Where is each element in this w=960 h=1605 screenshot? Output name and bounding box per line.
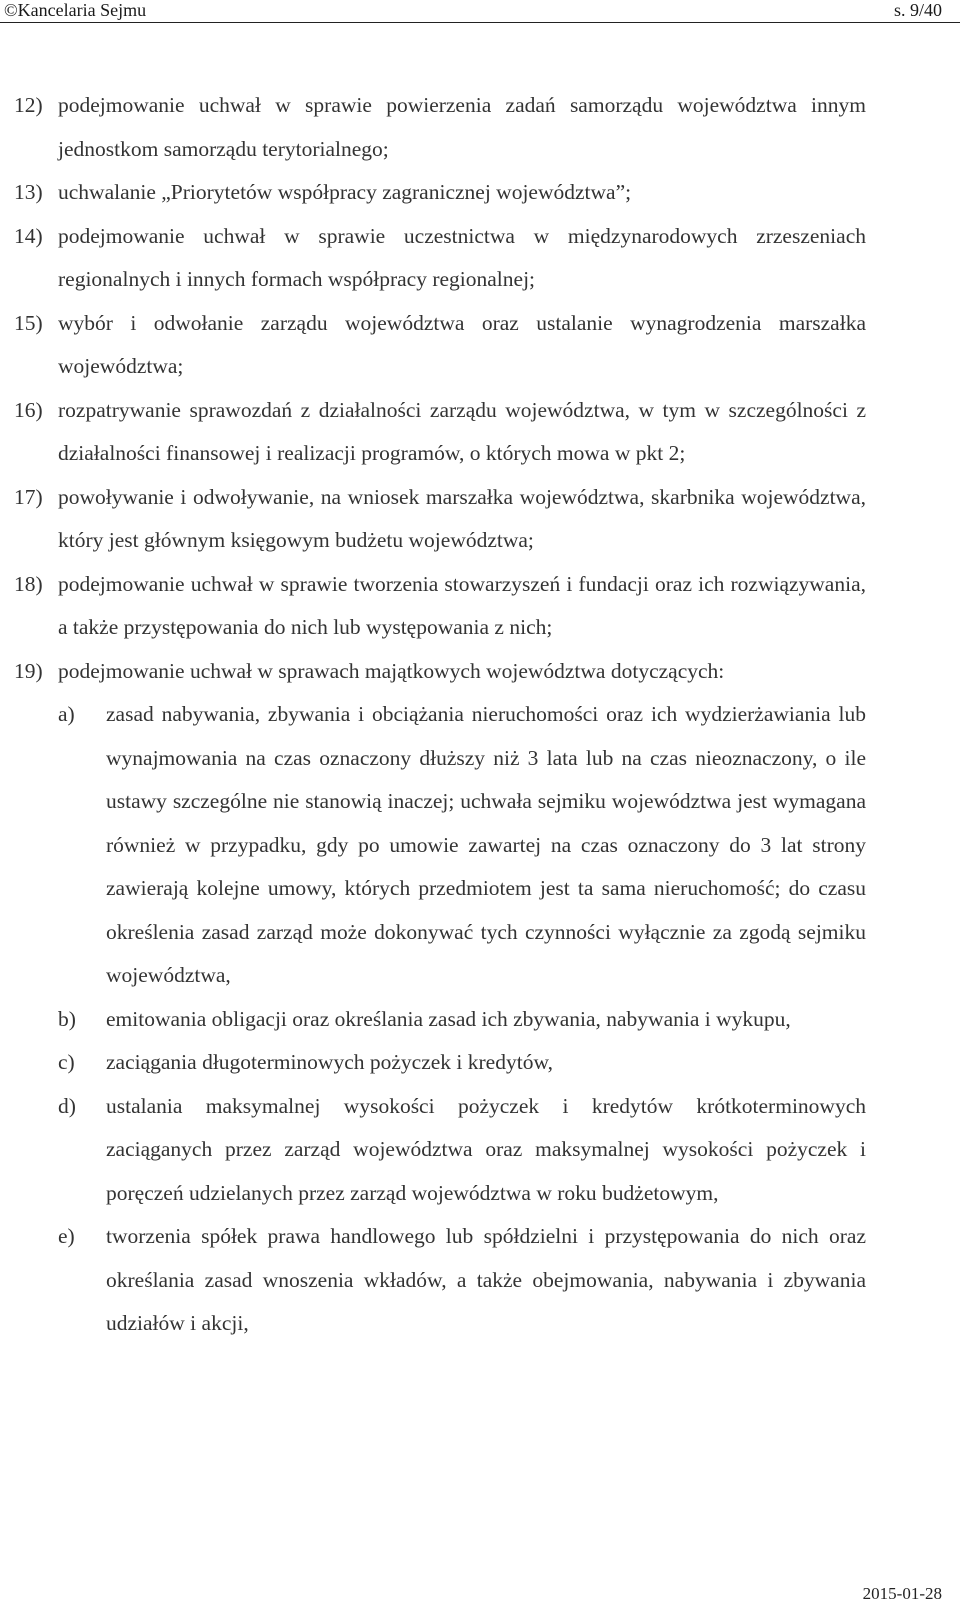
item-number: 14): [14, 223, 43, 248]
header-copyright: ©Kancelaria Sejmu: [4, 0, 147, 20]
item-number: 16): [14, 397, 43, 422]
page-header: [0, 0, 960, 23]
sub-item-letter: b): [58, 1006, 76, 1031]
sub-item-c: [14, 1041, 866, 1085]
item-text: powoływanie i odwoływanie, na wniosek marszałka województwa, skarbnika województwa, który jest głównym księgowym budżetu województwa;: [58, 484, 866, 552]
document-body: [14, 84, 866, 1346]
item-number: 13): [14, 180, 43, 204]
list-item-18: [14, 563, 866, 650]
list-item-16: [14, 389, 866, 476]
item-text: rozpatrywanie sprawozdań z działalności zarządu województwa, w tym w szczególności z działalności finansowej i realizacji programów, o których mowa w pkt 2;: [58, 397, 866, 465]
sub-item-text: tworzenia spółek prawa handlowego lub spółdzielni i przystępowania do nich oraz określania zasad wnoszenia wkładów, a także obejmowania, nabywania i zbywania udziałów i akcji,: [106, 1224, 866, 1335]
item-text: podejmowanie uchwał w sprawie uczestnictwa w międzynarodowych zrzeszeniach regionalnych i innych formach współpracy regionalnej;: [58, 223, 866, 291]
sub-item-text: zasad nabywania, zbywania i obciążania nieruchomości oraz ich wydzierżawiania lub wynajmowania na czas oznaczony dłuższy niż 3 lata lub na czas nieoznaczony, o ile ustawy szczególne nie stanowią inaczej; uchwała sejmiku województwa jest wymagana również w przypadku, gdy po umowie zawartej na czas oznaczony do 3 lat strony zawierają kolejne umowy, których przedmiotem jest ta sama nieruchomość; do czasu określenia zasad zarząd może dokonywać tych czynności wyłącznie za zgodą sejmiku województwa,: [106, 702, 866, 987]
item-text: podejmowanie uchwał w sprawie tworzenia stowarzyszeń i fundacji oraz ich rozwiązywania, a także przystępowania do nich lub występowania z nich;: [58, 571, 866, 639]
sub-item-d: [14, 1085, 866, 1216]
sub-item-text: ustalania maksymalnej wysokości pożyczek i kredytów krótkoterminowych zaciąganych przez zarząd województwa oraz maksymalnej wysokości pożyczek i poręczeń udzielanych przez zarząd województwa w roku budżetowym,: [106, 1093, 866, 1205]
sub-item-letter: a): [58, 702, 75, 726]
item-number: 15): [14, 310, 43, 335]
sub-item-text: zaciągania długoterminowych pożyczek i kredytów,: [106, 1050, 553, 1074]
item-text: uchwalanie „Priorytetów współpracy zagranicznej województwa”;: [58, 180, 632, 204]
sub-list: [14, 693, 866, 1346]
sub-item-letter: e): [58, 1224, 75, 1248]
sub-item-e: [14, 1215, 866, 1346]
sub-item-letter: c): [58, 1050, 75, 1074]
list-item-19: [14, 650, 866, 694]
list-item-17: [14, 476, 866, 563]
sub-item-a: [14, 693, 866, 998]
footer-date: 2015-01-28: [862, 1584, 942, 1603]
list-item-12: [14, 84, 866, 171]
sub-item-b: [14, 998, 866, 1042]
list-item-14: [14, 215, 866, 302]
sub-item-letter: d): [58, 1093, 76, 1118]
item-text: podejmowanie uchwał w sprawie powierzenia zadań samorządu województwa innym jednostkom samorządu terytorialnego;: [58, 93, 866, 161]
item-text: podejmowanie uchwał w sprawach majątkowych województwa dotyczących:: [58, 658, 725, 683]
sub-item-text: emitowania obligacji oraz określania zasad ich zbywania, nabywania i wykupu,: [106, 1006, 791, 1031]
item-number: 12): [14, 93, 43, 117]
item-text: wybór i odwołanie zarządu województwa oraz ustalanie wynagrodzenia marszałka województwa;: [58, 310, 866, 378]
item-number: 17): [14, 484, 43, 509]
list-item-15: [14, 302, 866, 389]
item-number: 19): [14, 658, 43, 683]
item-number: 18): [14, 571, 43, 596]
list-item-13: [14, 171, 866, 215]
header-page-number: s. 9/40: [893, 0, 942, 20]
